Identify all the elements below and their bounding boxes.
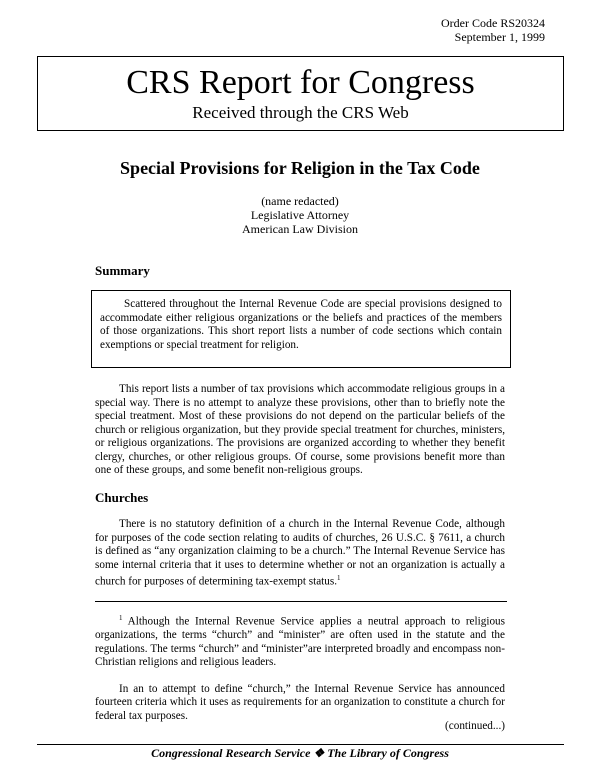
report-banner [37, 56, 564, 131]
page-footer: Congressional Research Service ❖ The Library of Congress [151, 746, 449, 760]
author-position: Legislative Attorney [250, 208, 350, 222]
footnote-ref[interactable]: 1 [337, 574, 341, 582]
churches-section [95, 518, 505, 589]
intro-section [95, 383, 505, 478]
churches-text: There is no statutory definition of a church in the Internal Revenue Code, although for purposes of the code section relating to audits of churches, 26 U.S.C. § 7611, a church is defined as “any organization claiming to be a church.” The Internal Revenue Service has some internal criteria that it uses to determine whether or not an organization is actually a church for purposes of determining tax-exempt status. [95, 518, 505, 588]
author-name: (name redacted) [261, 194, 339, 208]
intro-paragraph: This report lists a number of tax provisions which accommodate religious groups in a special way. There is no attempt to analyze these provisions, other than to briefly note the special treatment. Most of these provisions do not depend on the particular beliefs of the church or religious organization, but they provide special treatment for churches, ministers, or religious organizations. The provisions are organized according to whether they benefit clergy, churches, or other religious groups. Of course, some provisions benefit more than one of these groups, and some benefit non-religious groups. [95, 383, 505, 476]
footnote-text: Although the Internal Revenue Service applies a neutral approach to religious organizations, the terms “church” and “minister” are often used in the statute and the regulations. The terms “church” and “minister”are interpreted broadly and encompass non-Christian religions and religious leaders. [95, 615, 505, 669]
churches-paragraph [95, 518, 505, 589]
churches-heading: Churches [95, 490, 149, 505]
author-division: American Law Division [242, 222, 358, 236]
summary-text: Scattered throughout the Internal Revenue Code are special provisions designed to accommodate either religious organizations or the beliefs and practices of the members of those organizations. This short report lists a number of code sections which contain exemptions or special treatment for religion. [100, 298, 502, 351]
report-date: September 1, 1999 [454, 30, 545, 44]
footnote-paragraph [95, 612, 505, 670]
summary-heading: Summary [95, 263, 150, 278]
footnote-number: 1 [119, 614, 123, 622]
banner-subtitle: Received through the CRS Web [192, 103, 409, 122]
footnote-section [95, 612, 505, 723]
continued-note: (continued...) [445, 720, 505, 732]
footnote-divider [95, 601, 507, 602]
footer-divider [37, 744, 564, 745]
page-title: Special Provisions for Religion in the Tax Code [120, 158, 480, 178]
banner-title: CRS Report for Congress [126, 64, 475, 101]
author-block [0, 194, 600, 236]
footnote-paragraph-2: In an to attempt to define “church,” the Internal Revenue Service has announced fourteen criteria which it uses as requirements for an organization to constitute a church for federal tax purposes. [95, 682, 505, 722]
order-info [441, 16, 545, 44]
order-code: Order Code RS20324 [441, 16, 545, 30]
summary-box [91, 290, 511, 368]
